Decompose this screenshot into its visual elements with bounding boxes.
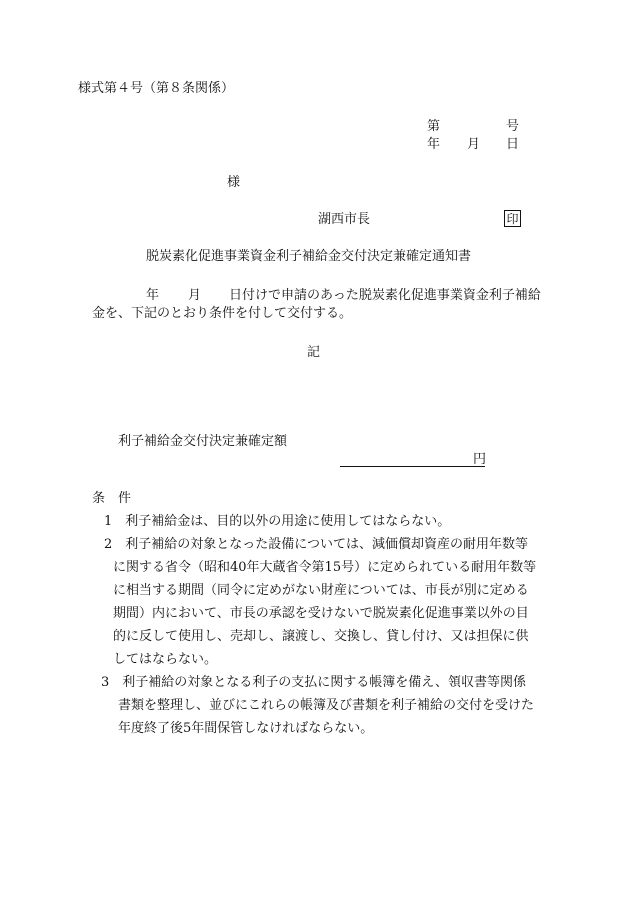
condition-line: に相当する期間（同令に定めがない財産については、市長が別に定める [113,583,529,598]
condition-line: 2 利子補給の対象となった設備については、減価償却資産の耐用年数等 [104,537,529,552]
condition-line: してはならない。 [113,652,218,667]
form-number: 様式第４号（第８条関係） [78,81,235,96]
body-month: 月 [188,288,202,303]
body-year: 年 [146,288,160,303]
doc-number-go: 号 [506,119,520,134]
recipient-honorific: 様 [227,175,241,190]
condition-line: 期間）内において、市長の承認を受けないで脱炭素化促進事業以外の目 [113,606,529,621]
condition-line: 1 利子補給金は、目的以外の用途に使用してはならない。 [104,514,451,529]
condition-line: 的に反して使用し、売却し、譲渡し、交換し、貸し付け、又は担保に供 [113,629,529,644]
conditions-heading: 条 件 [92,491,132,506]
issuer-name: 湖西市長 [318,212,371,227]
condition-line: に関する省令（昭和40年大蔵省令第15号）に定められている耐用年数等 [113,560,537,575]
document-title: 脱炭素化促進事業資金利子補給金交付決定兼確定通知書 [146,249,472,264]
ki-marker: 記 [307,345,321,360]
condition-line: 年度終了後5年間保管しなければならない。 [118,721,374,736]
date-year: 年 [427,137,441,152]
seal-mark: 印 [504,210,521,227]
body-line-1: 日付けで申請のあった脱炭素化促進事業資金利子補給 [229,288,541,303]
date-month: 月 [467,137,481,152]
amount-underline [340,466,485,467]
condition-line: 3 利子補給の対象となる利子の支払に関する帳簿を備え、領収書等関係 [101,675,527,690]
date-day: 日 [506,137,520,152]
doc-number-dai: 第 [427,119,441,134]
amount-unit: 円 [473,452,487,467]
amount-label: 利子補給金交付決定兼確定額 [118,434,288,449]
body-line-2: 金を、下記のとおり条件を付して交付する。 [92,306,353,321]
condition-line: 書類を整理し、並びにこれらの帳簿及び書類を利子補給の交付を受けた [118,698,535,713]
